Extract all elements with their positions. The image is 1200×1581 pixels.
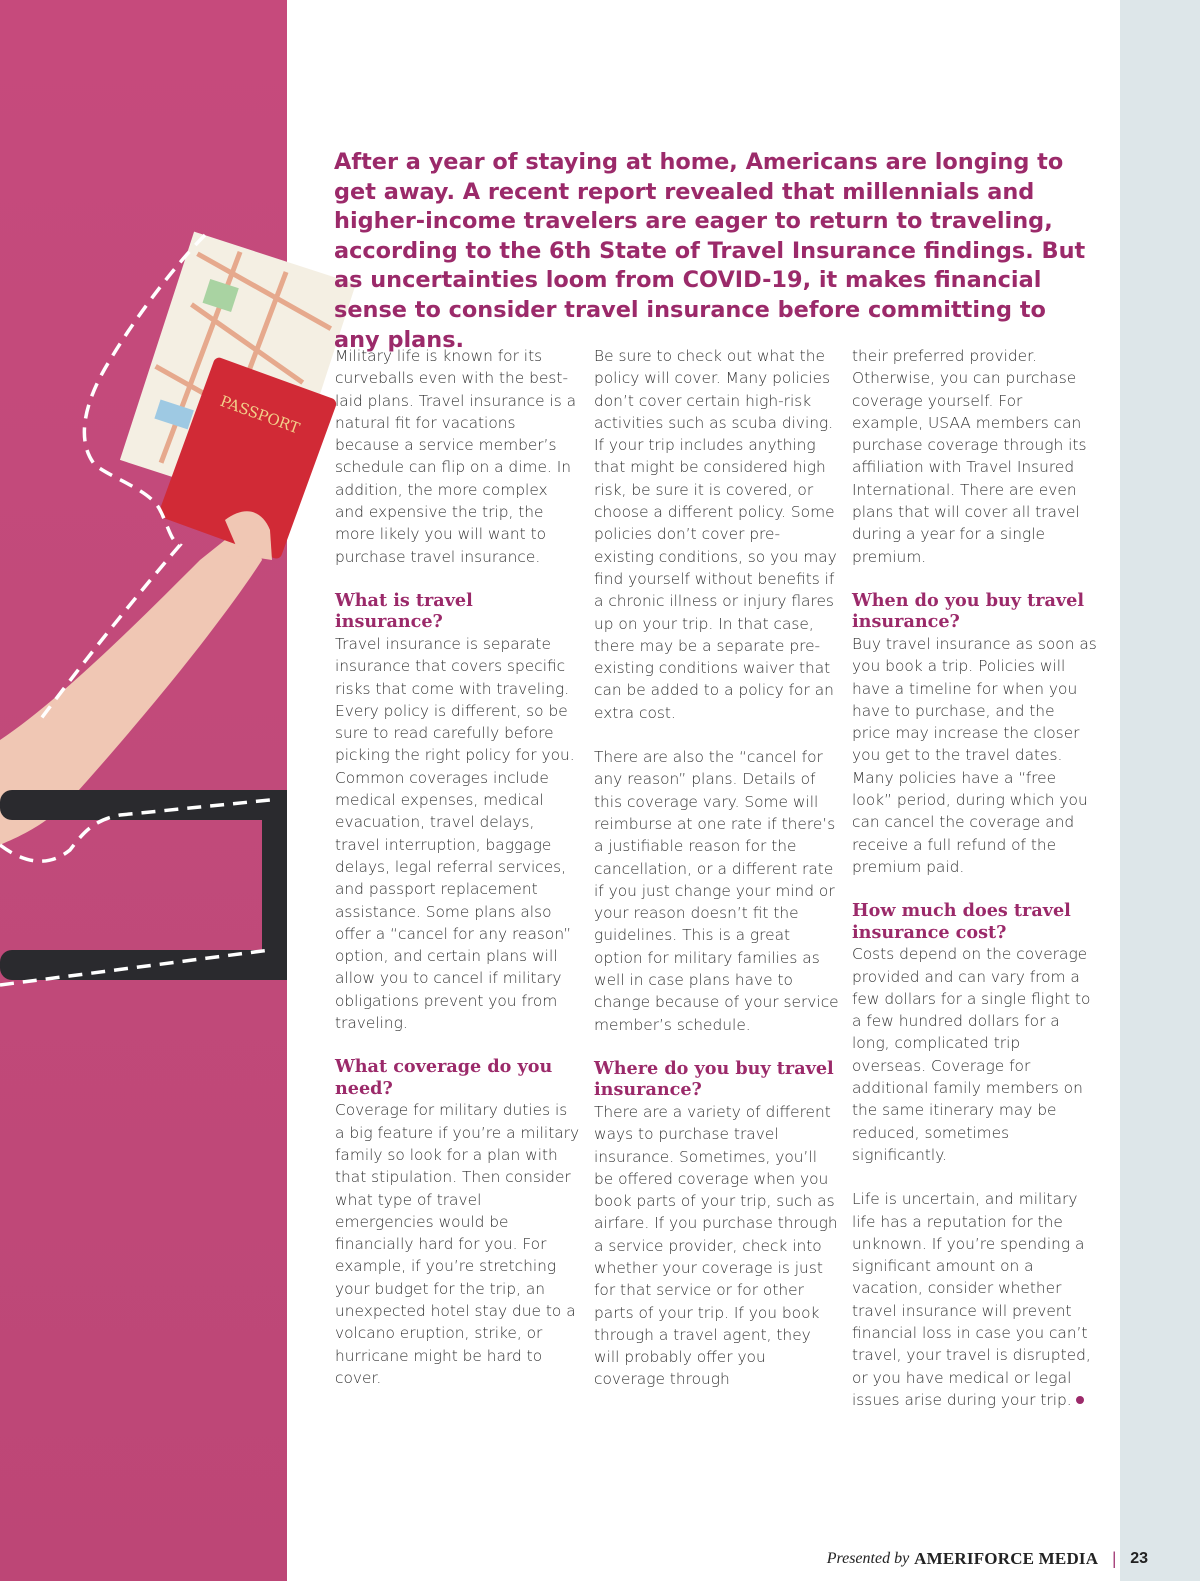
article-column-1 — [335, 345, 580, 1389]
end-mark-icon — [1076, 1396, 1084, 1404]
paragraph: There are a variety of different ways to purchase travel insurance. Sometimes, you’ll be offered coverage when you book parts of your trip, such as airfare. If you purchase through a service provider, check into whether your coverage is just for that service or for other parts of your trip. If you book through a travel agent, they will probably offer you coverage through — [594, 1102, 838, 1389]
paragraph: their preferred provider. Otherwise, you can purchase coverage yourself. For example, USAA members can purchase coverage through its affiliation with Travel Insured International. There are even plans that will cover all travel during a year for a single premium. — [852, 347, 1087, 566]
paragraph: Coverage for military duties is a big feature if you’re a military family so look for a plan with that stipulation. Then consider what type of travel emergencies would be financially hard for you. For example, if you’re stretching your budget for the trip, an unexpected hotel stay due to a volcano eruption, strike, or hurricane might be hard to cover. — [335, 1101, 580, 1387]
paragraph: Travel insurance is separate insurance that covers specific risks that come with traveling. Every policy is different, so be sure to read carefully before picking the right policy for you. Common coverages include medical expenses, medical evacuation, travel delays, travel interruption, baggage delays, legal referral services, and passport replacement assistance. Some plans also offer a “cancel for any reason” option, and certain plans will allow you to cancel if military obligations prevent you from traveling. — [335, 634, 575, 1033]
presented-by-label: Presented by — [826, 1549, 910, 1567]
section-heading: When do you buy travel insurance? — [852, 589, 1085, 633]
paragraph: Be sure to check out what the policy will cover. Many policies don’t cover certain high-risk activities such as scuba diving. If your trip includes anything that might be considered high risk, be sure it is covered, or choose a different policy. Some policies don’t cover pre-existing conditions, so you may find yourself without benefits if a chronic illness or injury flares up on your trip. In that case, there may be a separate pre-existing conditions waiver that can be added to a policy for an extra cost. — [594, 347, 837, 722]
section-heading: What coverage do you need? — [335, 1056, 553, 1099]
side-strip — [1120, 0, 1200, 1581]
publisher-brand: AMERIFORCE MEDIA — [914, 1548, 1099, 1568]
page-footer — [827, 1548, 1148, 1569]
section-heading: How much does travel insurance cost? — [852, 900, 1071, 943]
paragraph: Military life is known for its curveballs even with the best-laid plans. Travel insurance is a natural fit for vacations because a service member’s schedule can flip on a dime. In addition, the more complex and expensive the trip, the more likely you will want to purchase travel insurance. — [335, 347, 577, 566]
paragraph: There are also the “cancel for any reason” plans. Details of this coverage vary. Some will reimburse at one rate if there’s a justifiable reason for the cancellation, or a different rate if you just change your mind or your reason doesn’t fit the guidelines. This is a great option for military families as well in case plans have to change because of your service member’s schedule. — [594, 748, 839, 1034]
travel-illustration — [0, 0, 303, 1581]
page-number: 23 — [1130, 1549, 1148, 1567]
travel-photo — [0, 0, 303, 1581]
closing-paragraph — [852, 1188, 1097, 1411]
suitcase-handle-shape — [0, 790, 287, 980]
paragraph: Costs depend on the coverage provided and can vary from a few dollars for a single flight to a few hundred dollars for a long, complicated trip overseas. Coverage for additional family members on the same itinerary may be reduced, sometimes significantly. — [852, 945, 1091, 1164]
intro-paragraph: After a year of staying at home, Americans are longing to get away. A recent report revealed that millennials and higher-income travelers are eager to return to traveling, according to the 6th State of Travel Insurance findings. But as uncertainties loom from COVID-19, it makes financial sense to consider travel insurance before committing to any plans. — [334, 149, 1086, 353]
article-column-3 — [852, 345, 1097, 1411]
paragraph: Buy travel insurance as soon as you book a trip. Policies will have a timeline for when you have to purchase, and the price may increase the closer you get to the travel dates. Many policies have a “free look” period, during which you can cancel the coverage and receive a full refund of the premium paid. — [852, 634, 1097, 876]
section-heading: Where do you buy travel insurance? — [594, 1057, 834, 1101]
section-heading: What is travel insurance? — [335, 589, 473, 633]
article-column-2 — [594, 345, 839, 1391]
passport-label: PASSPORT — [217, 391, 303, 438]
closing-text: Life is uncertain, and military life has a reputation for the unknown. If you’re spending a significant amount on a vacation, consider whether travel insurance will prevent financial loss in case you can’t travel, your travel is disrupted, or you have medical or legal issues arise during your trip. — [852, 1190, 1091, 1409]
footer-separator: | — [1112, 1548, 1117, 1568]
